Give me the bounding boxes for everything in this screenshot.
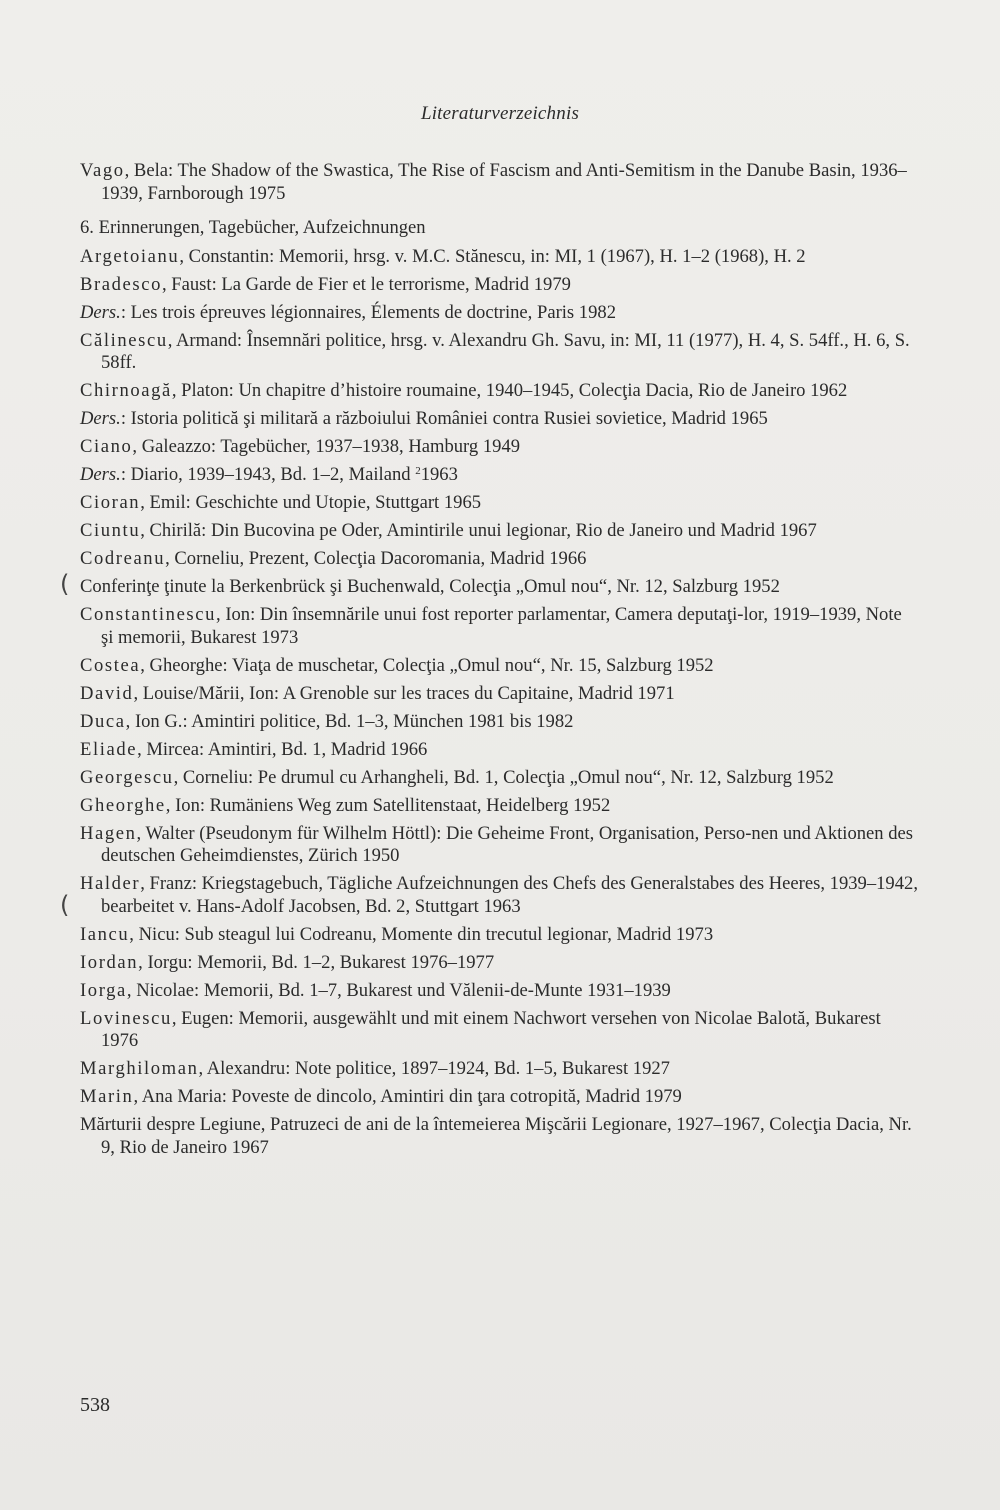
- bibliography-entry: [80, 1086, 918, 1109]
- bibliography-entry: [80, 655, 918, 678]
- entry-text: 1963: [420, 464, 458, 485]
- running-head: Literaturverzeichnis: [420, 103, 580, 124]
- entry-author: Ciano: [80, 436, 133, 457]
- entry-author: Codreanu: [80, 548, 166, 569]
- bibliography-entry: [80, 160, 918, 205]
- entry-text: , Mircea: Amintiri, Bd. 1, Madrid 1966: [137, 738, 428, 760]
- bibliography-entry: [80, 1058, 918, 1081]
- entry-text: , Corneliu: Pe drumul cu Arhangheli, Bd. 1, Colecţia „Omul nou“, Nr. 12, Salzburg 1952: [173, 766, 834, 788]
- bibliography-entry: [80, 520, 918, 543]
- entry-author: Lovinescu: [80, 1007, 172, 1029]
- section-heading: 6. Erinnerungen, Tagebücher, Aufzeichnungen: [80, 217, 426, 238]
- entry-text: , Eugen: Memorii, ausgewählt und mit einem Nachwort versehen von Nicolae Balotă, Bukarest 1976: [101, 1007, 881, 1051]
- bibliography-entry: [80, 548, 918, 571]
- bibliography-entry: [80, 380, 918, 403]
- bibliography-entry: [80, 604, 918, 649]
- bibliography-entry: [80, 823, 918, 868]
- bibliography-entry: [80, 1008, 918, 1053]
- entry-text: , Ana Maria: Poveste de dincolo, Amintiri din ţara cotropită, Madrid 1979: [133, 1086, 682, 1107]
- bibliography-entry: [80, 924, 918, 947]
- entry-text: , Emil: Geschichte und Utopie, Stuttgart 1965: [140, 492, 482, 513]
- entry-ders: Ders.: [80, 408, 121, 429]
- margin-mark-cioran: (: [60, 570, 70, 598]
- bibliography-entry: [80, 795, 918, 818]
- bibliography-entry: [80, 408, 918, 431]
- bibliography-entry: [80, 739, 918, 762]
- bibliography-entry: [80, 274, 918, 297]
- bibliography-entry: [80, 683, 918, 706]
- entry-text: Conferinţe ţinute la Berkenbrück şi Buchenwald, Colecţia „Omul nou“, Nr. 12, Salzburg 1952: [80, 576, 780, 597]
- entry-author: Hagen: [80, 822, 137, 844]
- entry-author: Duca: [80, 710, 126, 732]
- entry-author: Halder: [80, 873, 141, 894]
- entry-text: , Iorgu: Memorii, Bd. 1–2, Bukarest 1976–1977: [138, 951, 495, 973]
- entry-text: , Nicolae: Memorii, Bd. 1–7, Bukarest und Vălenii-de-Munte 1931–1939: [126, 979, 671, 1001]
- entry-text: , Faust: La Garde de Fier et le terrorisme, Madrid 1979: [161, 273, 571, 295]
- entry-author: Bradesco: [80, 273, 162, 295]
- bibliography-entry: [80, 980, 918, 1003]
- entry-author: Eliade: [80, 738, 138, 760]
- bibliography-entry: [80, 436, 918, 459]
- entry-text: , Ion: Din însemnările unui fost reporter parlamentar, Camera deputaţi-lor, 1919–1939, Note şi memorii, Bukarest 1973: [101, 604, 902, 648]
- entry-text: , Constantin: Memorii, hrsg. v. M.C. Stănescu, in: MI, 1 (1967), H. 1–2 (1968), H. 2: [179, 245, 806, 267]
- entry-text: : Les trois épreuves légionnaires, Élements de doctrine, Paris 1982: [120, 301, 616, 323]
- edition-superscript: 2: [415, 465, 421, 477]
- entry-author: Vago: [80, 160, 125, 181]
- bibliography-entry: [80, 246, 918, 269]
- bibliography-entry: [80, 767, 918, 790]
- bibliography-entry: [80, 492, 918, 515]
- entry-author: David: [80, 682, 134, 704]
- bibliography-list: [80, 160, 918, 1165]
- entry-author: Gheorghe: [80, 794, 166, 816]
- bibliography-entry: [80, 873, 918, 918]
- entry-text: , Gheorghe: Viaţa de muschetar, Colecţia „Omul nou“, Nr. 15, Salzburg 1952: [140, 654, 714, 676]
- entry-text: , Chirilă: Din Bucovina pe Oder, Amintirile unui legionar, Rio de Janeiro und Madrid 1967: [140, 520, 817, 541]
- entry-author: Ciuntu: [80, 520, 141, 541]
- entries-container: [80, 246, 918, 1160]
- entry-author: Argetoianu: [80, 245, 180, 267]
- bibliography-entry: [80, 464, 918, 487]
- entry-text: Mărturii despre Legiune, Patruzeci de ani de la întemeierea Mişcării Legionare, 1927–1967, Colecţia Dacia, Nr. 9, Rio de Janeiro 1967: [80, 1114, 912, 1158]
- entry-text: , Alexandru: Note politice, 1897–1924, Bd. 1–5, Bukarest 1927: [198, 1058, 670, 1079]
- entry-author: Marin: [80, 1086, 134, 1107]
- entry-text: , Louise/Mării, Ion: A Grenoble sur les traces du Capitaine, Madrid 1971: [133, 682, 675, 704]
- entry-author: Iordan: [80, 951, 139, 973]
- entry-text: , Nicu: Sub steagul lui Codreanu, Momente din trecutul legionar, Madrid 1973: [129, 923, 714, 945]
- entry-author: Constantinescu: [80, 604, 217, 625]
- bibliography-entry: [80, 576, 918, 599]
- entry-text: , Ion: Rumäniens Weg zum Satellitenstaat, Heidelberg 1952: [165, 794, 611, 816]
- entry-ders: Ders.: [80, 301, 121, 323]
- entry-text: , Walter (Pseudonym für Wilhelm Höttl): Die Geheime Front, Organisation, Perso-nen und Aktionen des deutschen Geheimdienstes, Zürich 1950: [101, 822, 914, 866]
- entry-author: Călinescu: [80, 329, 168, 351]
- entry-text: , Corneliu, Prezent, Colecţia Dacoromania, Madrid 1966: [165, 548, 587, 569]
- bibliography-entry: [80, 711, 918, 734]
- entry-text: : Istoria politică şi militară a războiului României contra Rusiei sovietice, Madrid 1965: [120, 408, 768, 429]
- entry-text: , Galeazzo: Tagebücher, 1937–1938, Hamburg 1949: [132, 436, 521, 457]
- entry-text: : Diario, 1939–1943, Bd. 1–2, Mailand: [120, 464, 416, 485]
- entry-text: , Ion G.: Amintiri politice, Bd. 1–3, München 1981 bis 1982: [125, 710, 574, 732]
- entry-author: Chirnoagă: [80, 380, 172, 401]
- entry-ders: Ders.: [80, 464, 121, 485]
- bibliography-entry: [80, 1114, 918, 1159]
- bibliography-entry: [80, 952, 918, 975]
- entry-author: Marghiloman: [80, 1058, 199, 1079]
- entry-text: , Franz: Kriegstagebuch, Tägliche Aufzeichnungen des Chefs des Generalstabes des Heeres, 1939–1942, bearbeitet v. Hans-Adolf Jacobsen, Bd. 2, Stuttgart 1963: [101, 873, 918, 917]
- entry-author: Iorga: [80, 979, 127, 1001]
- entry-author: Georgescu: [80, 766, 174, 788]
- entry-author: Iancu: [80, 923, 130, 945]
- margin-mark-eliade: (: [60, 891, 70, 919]
- entry-text: , Armand: Însemnări politice, hrsg. v. Alexandru Gh. Savu, in: MI, 11 (1977), H. 4, S. 54ff., H. 6, S. 58ff.: [101, 329, 910, 373]
- entry-text: , Platon: Un chapitre d’histoire roumaine, 1940–1945, Colecţia Dacia, Rio de Janeiro 1962: [171, 380, 848, 401]
- bibliography-entry: [80, 330, 918, 375]
- bibliography-entry: [80, 302, 918, 325]
- page-number: 538: [80, 1394, 110, 1416]
- entry-text: , Bela: The Shadow of the Swastica, The Rise of Fascism and Anti-Semitism in the Danube Basin, 1936–1939, Farnborough 1975: [101, 160, 907, 204]
- entry-author: Costea: [80, 654, 141, 676]
- entry-author: Cioran: [80, 492, 141, 513]
